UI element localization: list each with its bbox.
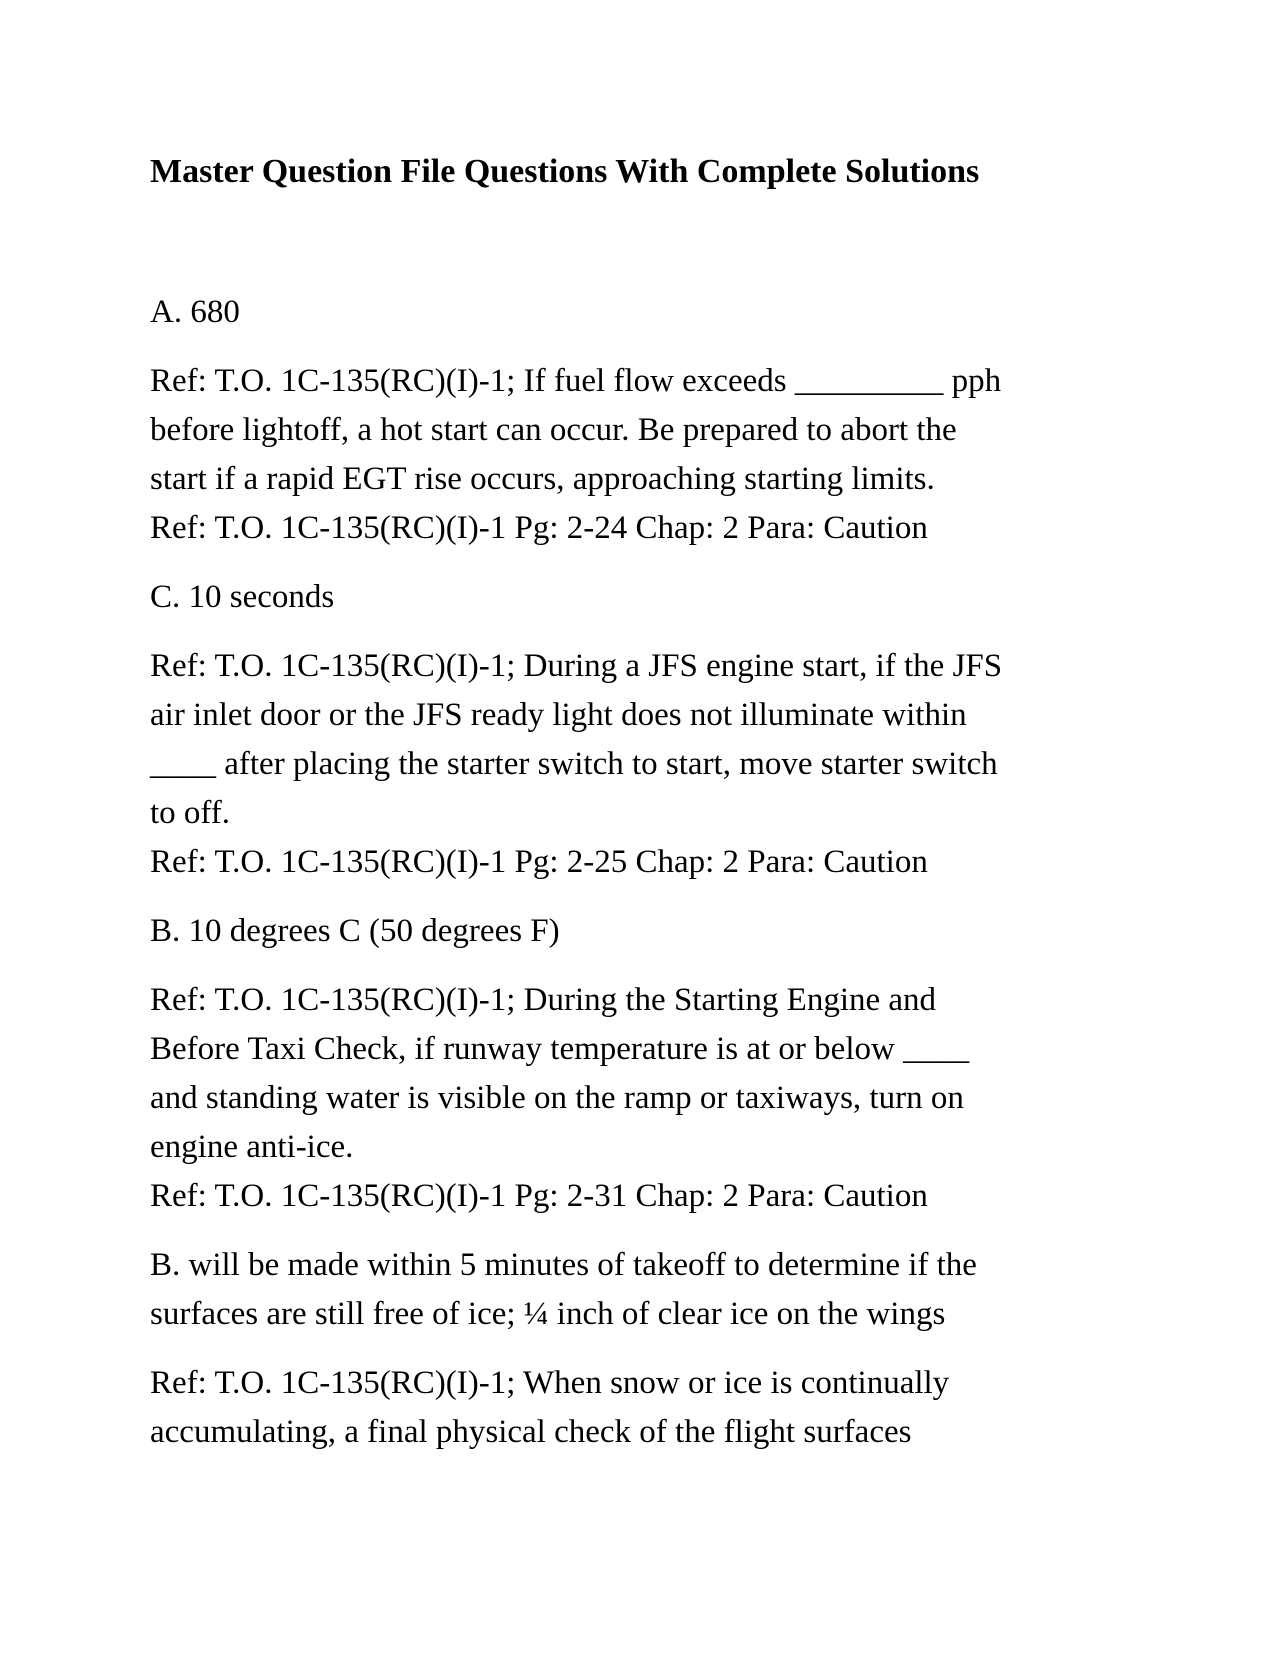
- text-line: Before Taxi Check, if runway temperature is at or below ____: [150, 1031, 970, 1067]
- text-line: A. 680: [150, 294, 240, 330]
- reference-block-2: [150, 642, 1140, 887]
- text-line: accumulating, a final physical check of the flight surfaces: [150, 1414, 912, 1450]
- reference-block-3: [150, 976, 1140, 1221]
- text-line: Ref: T.O. 1C-135(RC)(I)-1; During the Starting Engine and: [150, 982, 937, 1018]
- text-line: Ref: T.O. 1C-135(RC)(I)-1 Pg: 2-24 Chap: 2 Para: Caution: [150, 510, 928, 546]
- text-line: Ref: T.O. 1C-135(RC)(I)-1; During a JFS engine start, if the JFS: [150, 648, 1003, 684]
- text-line: start if a rapid EGT rise occurs, approaching starting limits.: [150, 461, 935, 497]
- text-line: Ref: T.O. 1C-135(RC)(I)-1 Pg: 2-25 Chap: 2 Para: Caution: [150, 844, 928, 880]
- text-line: air inlet door or the JFS ready light does not illuminate within: [150, 697, 967, 733]
- answer-block-2: [150, 573, 1140, 622]
- text-line: before lightoff, a hot start can occur. Be prepared to abort the: [150, 412, 957, 448]
- answer-block-4: [150, 1241, 1140, 1339]
- text-line: C. 10 seconds: [150, 579, 335, 615]
- document-page: [150, 150, 1140, 1477]
- text-line: B. will be made within 5 minutes of takeoff to determine if the: [150, 1247, 977, 1283]
- text-line: ____ after placing the starter switch to start, move starter switch: [150, 746, 998, 782]
- document-title: Master Question File Questions With Complete Solutions: [150, 153, 980, 190]
- text-line: Ref: T.O. 1C-135(RC)(I)-1; When snow or ice is continually: [150, 1365, 950, 1401]
- answer-block-3: [150, 907, 1140, 956]
- text-line: and standing water is visible on the ramp or taxiways, turn on: [150, 1080, 964, 1116]
- text-line: surfaces are still free of ice; ¼ inch of clear ice on the wings: [150, 1296, 946, 1332]
- reference-block-4: [150, 1359, 1140, 1457]
- text-line: Ref: T.O. 1C-135(RC)(I)-1 Pg: 2-31 Chap: 2 Para: Caution: [150, 1178, 928, 1214]
- answer-block-1: [150, 288, 1140, 337]
- text-line: B. 10 degrees C (50 degrees F): [150, 913, 560, 949]
- text-line: to off.: [150, 795, 231, 831]
- reference-block-1: [150, 357, 1140, 553]
- text-line: engine anti-ice.: [150, 1129, 354, 1165]
- text-line: Ref: T.O. 1C-135(RC)(I)-1; If fuel flow exceeds _________ pph: [150, 363, 1002, 399]
